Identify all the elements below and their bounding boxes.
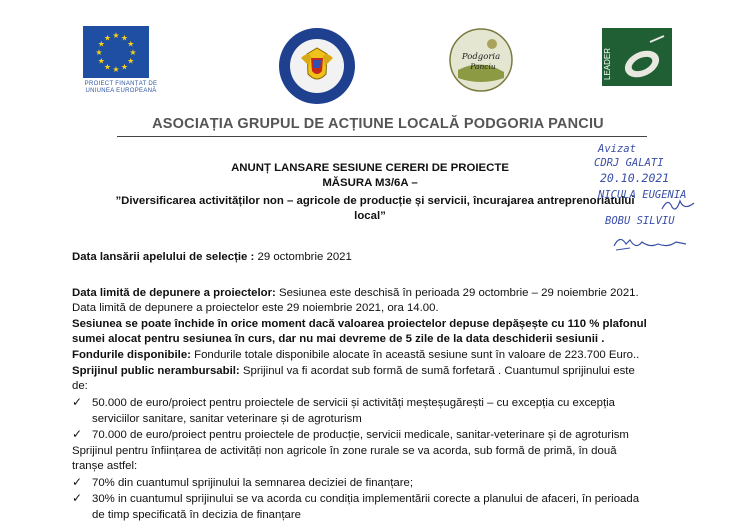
funds-line [72,348,639,362]
check-icon: ✓ [72,427,83,441]
bullet1-line2: serviciilor sanitare, sanitar veterinare și de agroturism [92,413,362,425]
association-title: ASOCIAȚIA GRUPUL DE ACȚIUNE LOCALĂ PODGORIA PANCIU [152,116,604,132]
measure-subtitle-line1: ”Diversificarea activităților non – agricole de producție și servicii, încurajarea antreprenoriatului [115,195,635,207]
eu-caption [76,81,166,95]
eu-star-icon: ★ [127,56,135,66]
pp-logo-word2: Panciu [470,62,496,71]
check-icon: ✓ [72,475,83,489]
header-divider [117,136,647,137]
measure-subtitle-line2: local” [354,210,386,222]
support-line2: de: [72,380,88,392]
leader-logo-word: LEADER [603,47,612,80]
installments-line1: Sprijinul pentru înființarea de activități non agricole în zone rurale se va acorda, sub formă de primă, în două [72,445,617,457]
installments-line2: tranșe astfel: [72,460,138,472]
announcement-title: ANUNȚ LANSARE SESIUNE CERERI DE PROIECTE [231,162,509,174]
deadline-line2: Data limită de depunere a proiectelor este 29 noiembrie 2021, ora 14.00. [72,302,439,314]
eu-caption-line2: UNIUNEA EUROPEANĂ [85,88,157,94]
bullet4-line2: de timp specificată în decizia de finanțare [92,509,301,521]
support-line [72,364,635,378]
handwritten-date: 20.10.2021 [600,171,670,185]
bullet3-line1: 70% din cuantumul sprijinului la semnarea deciziei de finanțare; [92,477,414,489]
handwritten-signature-2 [610,232,690,254]
eu-caption-line1: PROIECT FINANȚAT DE [84,81,158,87]
eu-star-icon: ★ [112,31,120,40]
support-value: Sprijinul va fi acordat sub formă de sumă forfetară . Cuantumul sprijinului este [239,365,635,377]
launch-date-label: Data lansării apelului de selecție : [72,251,255,263]
eu-flag-logo [83,26,149,78]
handwritten-approved: Avizat [598,143,636,155]
closing-condition-line1: Sesiunea se poate închide în orice moment dacă valoarea proiectelor depuse depășește cu 110 % plafonul [72,318,647,330]
funds-label: Fondurile disponibile: [72,349,191,361]
handwritten-signature-1 [660,195,696,215]
bullet2-line1: 70.000 de euro/proiect pentru proiectele de producție, servicii medicale, sanitar-veterinare și de agroturism [92,429,629,441]
podgoria-panciu-logo [448,28,514,92]
funds-value: Fondurile totale disponibile alocate în această sesiune sunt în valoare de 223.700 Euro.. [190,349,640,361]
eu-star-icon: ★ [120,33,129,43]
closing-condition-line2: sumei alocat pentru sesiunea în curs, dar nu mai devreme de 5 zile de la data deschiderii sesiunii . [72,333,605,345]
ministry-seal-logo [277,26,357,106]
handwritten-name1: NICULA EUGENIA [598,189,687,201]
launch-date-value: 29 octombrie 2021 [254,251,352,263]
eu-star-icon: ★ [97,56,105,66]
leader-logo [602,28,672,86]
bullet4-line1: 30% in cuantumul sprijinului se va acorda cu condiția implementării corecte a planului de afaceri, în perioada [92,493,640,505]
eu-star-icon: ★ [103,62,112,72]
support-label: Sprijinul public nerambursabil: [72,365,240,377]
eu-star-icon: ★ [97,39,105,49]
check-icon: ✓ [72,491,83,505]
eu-star-icon: ★ [120,62,129,72]
measure-code: MĂSURA M3/6A – [322,177,418,189]
pp-logo-word1: Podgoria [461,52,501,62]
deadline-label: Data limită de depunere a proiectelor: [72,287,276,299]
deadline-value: Sesiunea este deschisă în perioada 29 octombrie – 29 noiembrie 2021. [275,287,639,299]
handwritten-name2: BOBU SILVIU [605,215,675,227]
eu-star-icon: ★ [103,33,112,43]
bullet1-line1: 50.000 de euro/proiect pentru proiectele de servicii și activități meșteșugărești – cu excepția cu excepția [92,397,615,409]
launch-date-line [72,250,352,264]
eu-star-icon: ★ [127,39,135,49]
eu-star-icon: ★ [95,48,103,57]
eu-star-icon: ★ [112,65,120,74]
deadline-line [72,286,639,300]
check-icon: ✓ [72,395,83,409]
handwritten-agency: CDRJ GALATI [594,157,664,169]
eu-star-icon: ★ [129,48,137,57]
